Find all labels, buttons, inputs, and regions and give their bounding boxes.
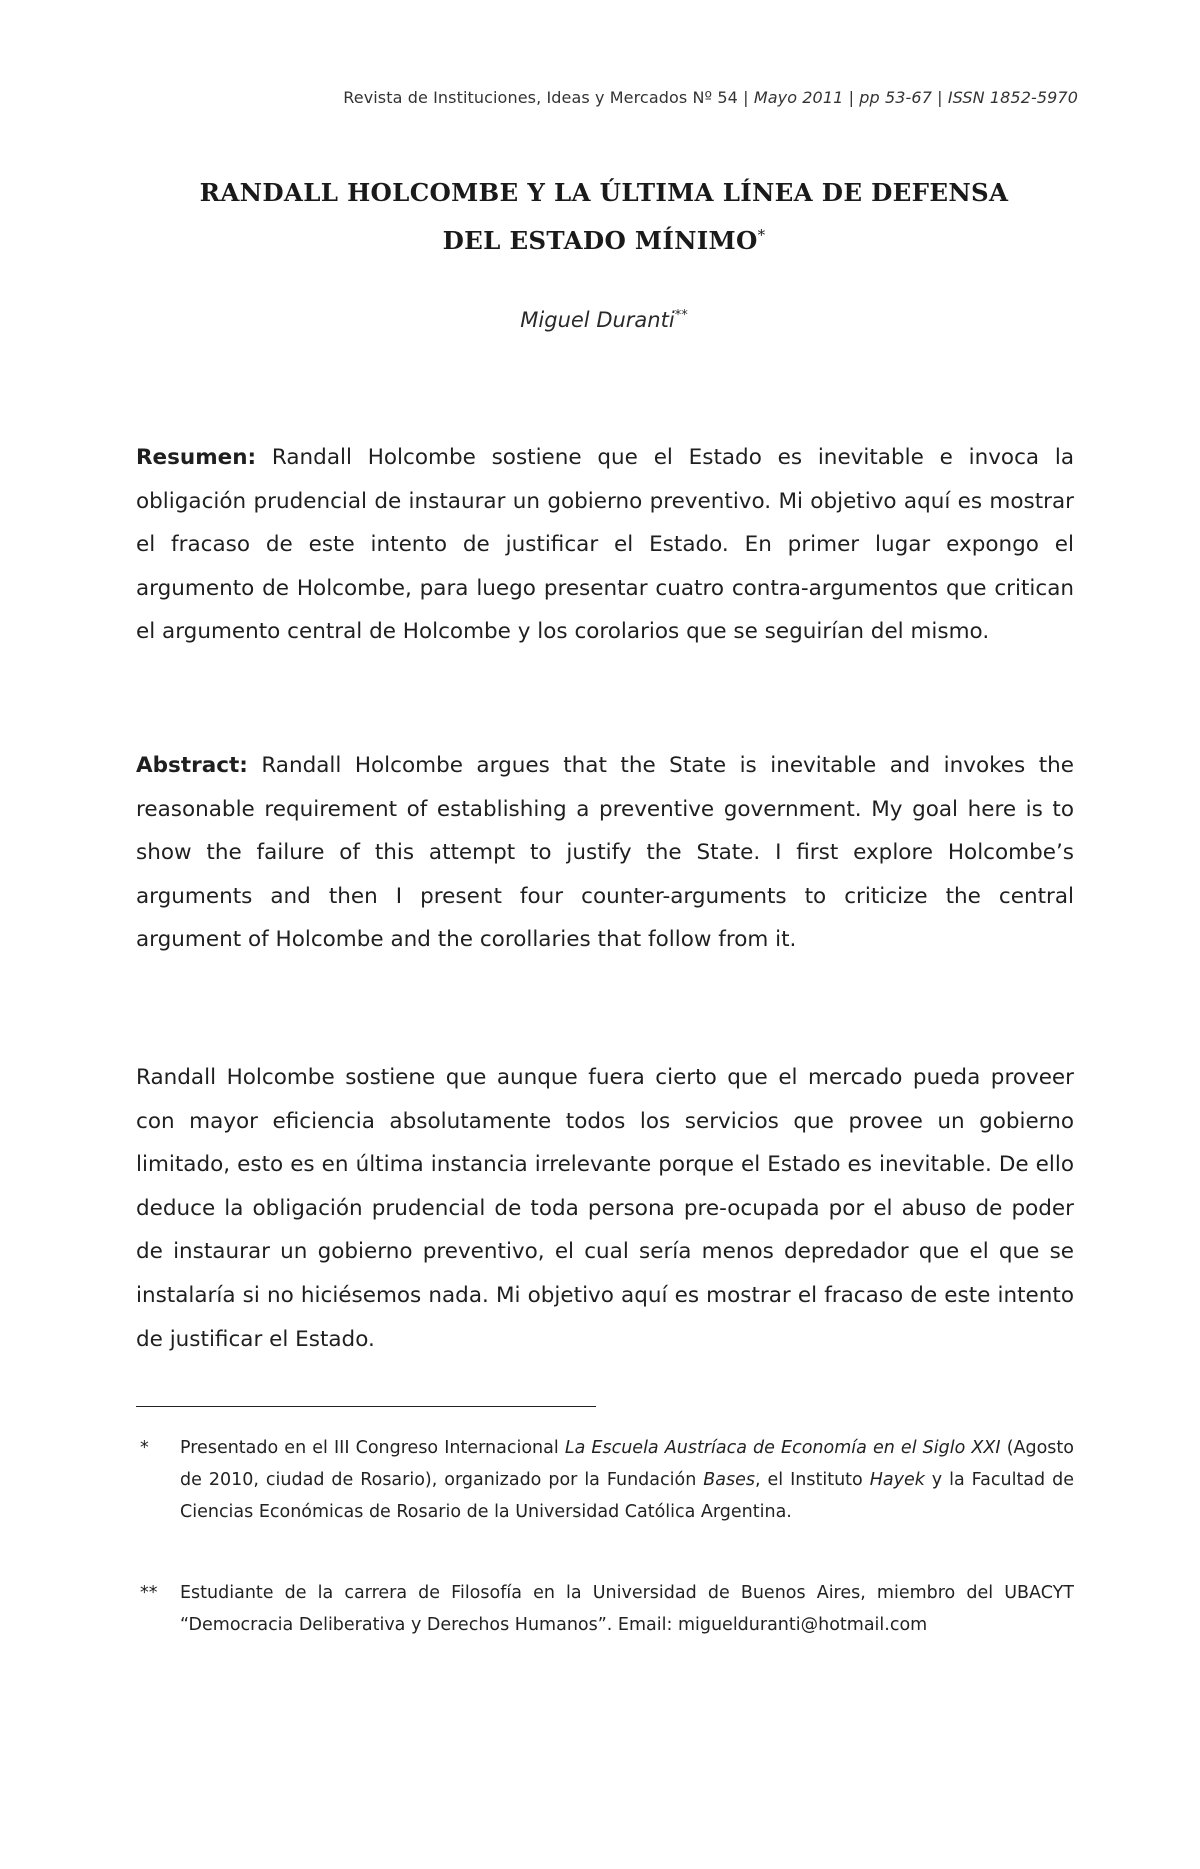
footnote-1-text [180,1432,1074,1528]
issue-date: Mayo 2011 [753,88,844,107]
footnote-2-mark: ** [140,1583,158,1603]
footnote-1-part: Presentado en el III Congreso Internacional [180,1438,565,1458]
running-head [150,88,1078,107]
footnote-1-congress-name: La Escuela Austríaca de Economía en el Siglo XXI [564,1438,1001,1458]
abstract-english-label: Abstract: [136,753,248,778]
article-title [140,172,1068,262]
running-head-separator: | [843,88,860,107]
footnote-2 [136,1577,1074,1645]
footnote-1-institute-name: Hayek [869,1470,925,1490]
title-footnote-mark: * [757,226,766,244]
title-line-2 [140,214,1068,262]
abstract-spanish-text: Randall Holcombe sostiene que el Estado es inevitable e invoca la obligación prudencial de instaurar un gobierno preventivo. Mi objetivo aquí es mostrar el fracaso de este intento de justificar el Estado. En primer lugar expongo el argumento de Holcombe, para luego presentar cuatro contra-argumentos que critican el argumento central de Holcombe y los corolarios que se seguirían del mismo. [136,445,1074,645]
title-line-2-text: DEL ESTADO MÍNIMO [442,226,758,256]
footnote-1-part: (Agosto de 2010, ciudad de Rosario), organizado por la Fundación [180,1438,1074,1490]
abstract-english-text: Randall Holcombe argues that the State is inevitable and invokes the reasonable requirement of establishing a preventive government. My goal here is to show the failure of this attempt to justify the State. I first explore Holcombe’s arguments and then I present four counter-arguments to criticize the central argument of Holcombe and the corollaries that follow from it. [136,753,1074,953]
author-name [140,308,1068,332]
abstract-spanish [136,436,1074,654]
footnote-1-part: , el Instituto [754,1470,870,1490]
page-range: pp 53-67 [859,88,932,107]
footnote-1-foundation-name: Bases [703,1470,755,1490]
running-head-separator: | [931,88,948,107]
title-line-1: RANDALL HOLCOMBE Y LA ÚLTIMA LÍNEA DE DEFENSA [199,178,1009,207]
footnote-divider [136,1406,596,1407]
journal-name: Revista de Instituciones, Ideas y Mercados Nº 54 [343,88,738,107]
footnote-1-mark: * [140,1438,149,1458]
author-footnote-mark: ** [674,308,688,323]
author-name-text: Miguel Duranti [520,308,675,332]
footnote-1 [136,1432,1074,1562]
footnote-1-part: y la Facultad de Ciencias Económicas de Rosario de la Universidad Católica Argentina. [180,1470,1074,1522]
footnote-2-text: Estudiante de la carrera de Filosofía en la Universidad de Buenos Aires, miembro del UBACYT “Democracia Deliberativa y Derechos Humanos”. Email: miguelduranti@hotmail.com [180,1583,1074,1635]
abstract-spanish-label: Resumen: [136,445,257,470]
running-head-separator: | [737,88,754,107]
issn: ISSN 1852-5970 [947,88,1078,107]
body-paragraph: Randall Holcombe sostiene que aunque fuera cierto que el mercado pueda proveer con mayor eficiencia absolutamente todos los servicios que provee un gobierno limitado, esto es en última instancia irrelevante porque el Estado es inevitable. De ello deduce la obligación prudencial de toda persona pre-ocupada por el abuso de poder de instaurar un gobierno preventivo, el cual sería menos depredador que el que se instalaría si no hiciésemos nada. Mi objetivo aquí es mostrar el fracaso de este intento de justificar el Estado. [136,1065,1074,1352]
abstract-english [136,744,1074,962]
